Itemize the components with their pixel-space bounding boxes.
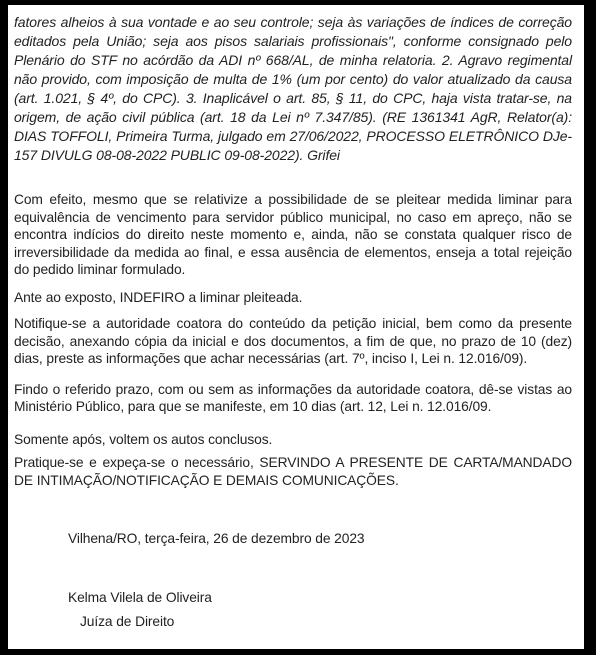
- body-paragraph-deadline: Findo o referido prazo, com ou sem as informações da autoridade coatora, dê-se vistas ao Ministério Público, para que se manifeste, em 10 dias (art. 12, Lei n. 12.016/09.: [14, 381, 572, 414]
- body-paragraph-conclusos: Somente após, voltem os autos conclusos.: [14, 431, 273, 447]
- place-date-line: Vilhena/RO, terça-feira, 26 de dezembro de 2023: [68, 531, 365, 546]
- body-paragraph-notification: Notifique-se a autoridade coatora do conteúdo da petição inicial, bem como da presente decisão, anexando cópia da inicial e dos documentos, a fim de que, no prazo de 10 (dez) dias, preste as informações que achar necessárias (art. 7º, inciso I, Lei n. 12.016/09).: [14, 316, 572, 366]
- body-paragraph-decision: Ante ao exposto, INDEFIRO a liminar pleiteada.: [14, 289, 303, 305]
- quoted-precedent-paragraph: fatores alheios à sua vontade e ao seu controle; seja às variações de índices de correção editados pela União; seja aos pisos salariais profissionais", conforme consignado pelo Plenário do STF no acórdão da ADI nº 668/AL, de minha relatoria. 2. Agravo regimental não provido, com imposição de multa de 1% (um por cento) do valor atualizado da causa (art. 1.021, § 4º, do CPC). 3. Inaplicável o art. 85, § 11, do CPC, haja vista tratar-se, na origem, de ação civil pública (art. 18 da Lei nº 7.347/85). (RE 1361341 AgR, Relator(a): DIAS TOFFOLI, Primeira Turma, julgado em 27/06/2022, PROCESSO ELETRÔNICO DJe-157 DIVULG 08-08-2022 PUBLIC 09-08-2022). Grifei: [14, 14, 572, 163]
- body-paragraph-com-efeito: Com efeito, mesmo que se relativize a possibilidade de se pleitear medida liminar para equivalência de vencimento para servidor público municipal, no caso em apreço, não se encontra indícios do direito neste momento e, ainda, não se constata qualquer risco de irreversibilidade da medida ao final, e essa ausência de elementos, enseja a total rejeição do pedido liminar formulado.: [14, 192, 572, 277]
- document-body: [8, 5, 584, 649]
- signature-role: Juíza de Direito: [80, 614, 175, 629]
- body-paragraph-orders: Pratique-se e expeça-se o necessário, SERVINDO A PRESENTE DE CARTA/MANDADO DE INTIMAÇÃO/NOTIFICAÇÃO E DEMAIS COMUNICAÇÕES.: [14, 455, 572, 488]
- signature-name: Kelma Vilela de Oliveira: [68, 589, 212, 605]
